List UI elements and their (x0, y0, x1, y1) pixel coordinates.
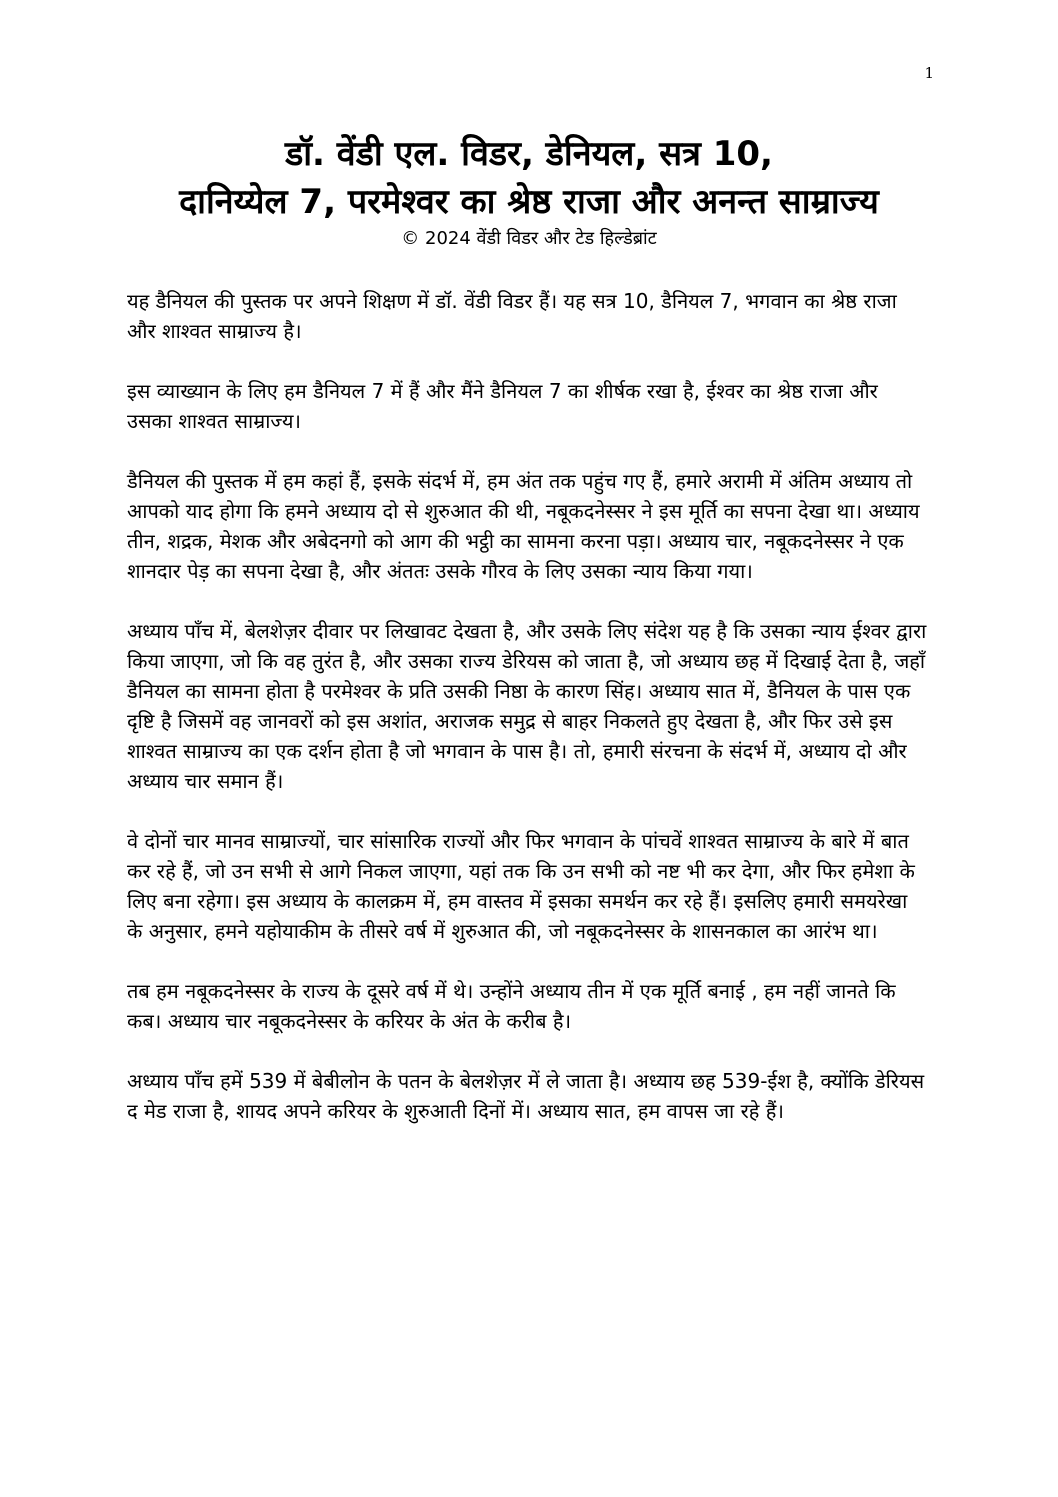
paragraph: इस व्याख्यान के लिए हम डैनियल 7 में हैं और मैंने डैनियल 7 का शीर्षक रखा है, ईश्वर का श्रेष्ठ राजा और उसका शाश्वत साम्राज्य। (127, 379, 878, 433)
paragraph: तब हम नबूकदनेस्सर के राज्य के दूसरे वर्ष में थे। उन्होंने अध्याय तीन में एक मूर्ति बनाई , हम नहीं जानते कि कब। अध्याय चार नबूकदनेस्सर के करियर के अंत के करीब है। (127, 979, 896, 1033)
document-header (100, 130, 958, 252)
document-title-line-1: डॉ. वेंडी एल. विडर, डेनियल, सत्र 10, (285, 134, 773, 174)
paragraph: अध्याय पाँच हमें 539 में बेबीलोन के पतन के बेलशेज़र में ले जाता है। अध्याय छह 539-ईश है, क्योंकि डेरियस द मेड राजा है, शायद अपने करियर के शुरुआती दिनों में। अध्याय सात, हम वापस जा रहे हैं। (127, 1069, 925, 1123)
paragraph: वे दोनों चार मानव साम्राज्यों, चार सांसारिक राज्यों और फिर भगवान के पांचवें शाश्वत साम्राज्य के बारे में बात कर रहे हैं, जो उन सभी से आगे निकल जाएगा, यहां तक कि उन सभी को नष्ट भी कर देगा, और फिर हमेशा के लिए बना रहेगा। इस अध्याय के कालक्रम में, हम वास्तव में इसका समर्थन कर रहे हैं। इसलिए हमारी समयरेखा के अनुसार, हमने यहोयाकीम के तीसरे वर्ष में शुरुआत की, जो नबूकदनेस्सर के शासनकाल का आरंभ था। (127, 829, 915, 943)
copyright-notice: © 2024 वेंडी विडर और टेड हिल्डेब्रांट (401, 228, 657, 249)
paragraph: अध्याय पाँच में, बेलशेज़र दीवार पर लिखावट देखता है, और उसके लिए संदेश यह है कि उसका न्याय ईश्वर द्वारा किया जाएगा, जो कि वह तुरंत है, और उसका राज्य डेरियस को जाता है, जो अध्याय छह में दिखाई देता है, जहाँ डैनियल का सामना होता है परमेश्वर के प्रति उसकी निष्ठा के कारण सिंह। अध्याय सात में, डैनियल के पास एक दृष्टि है जिसमें वह जानवरों को इस अशांत, अराजक समुद्र से बाहर निकलते हुए देखता है, और फिर उसे इस शाश्वत साम्राज्य का एक दर्शन होता है जो भगवान के पास है। तो, हमारी संरचना के संदर्भ में, अध्याय दो और अध्याय चार समान हैं। (127, 619, 927, 793)
paragraph: यह डैनियल की पुस्तक पर अपने शिक्षण में डॉ. वेंडी विडर हैं। यह सत्र 10, डैनियल 7, भगवान का श्रेष्ठ राजा और शाश्वत साम्राज्य है। (127, 289, 897, 343)
document-title-line-2: दानिय्येल 7, परमेश्वर का श्रेष्ठ राजा और अनन्त साम्राज्य (179, 182, 879, 222)
document-body (127, 286, 927, 1156)
page-number: 1 (924, 64, 934, 82)
paragraph: डैनियल की पुस्तक में हम कहां हैं, इसके संदर्भ में, हम अंत तक पहुंच गए हैं, हमारे अरामी में अंतिम अध्याय तो आपको याद होगा कि हमने अध्याय दो से शुरुआत की थी, नबूकदनेस्सर ने इस मूर्ति का सपना देखा था। अध्याय तीन, शद्रक, मेशक और अबेदनगो को आग की भट्ठी का सामना करना पड़ा। अध्याय चार, नबूकदनेस्सर ने एक शानदार पेड़ का सपना देखा है, और अंततः उसके गौरव के लिए उसका न्याय किया गया। (127, 469, 920, 583)
